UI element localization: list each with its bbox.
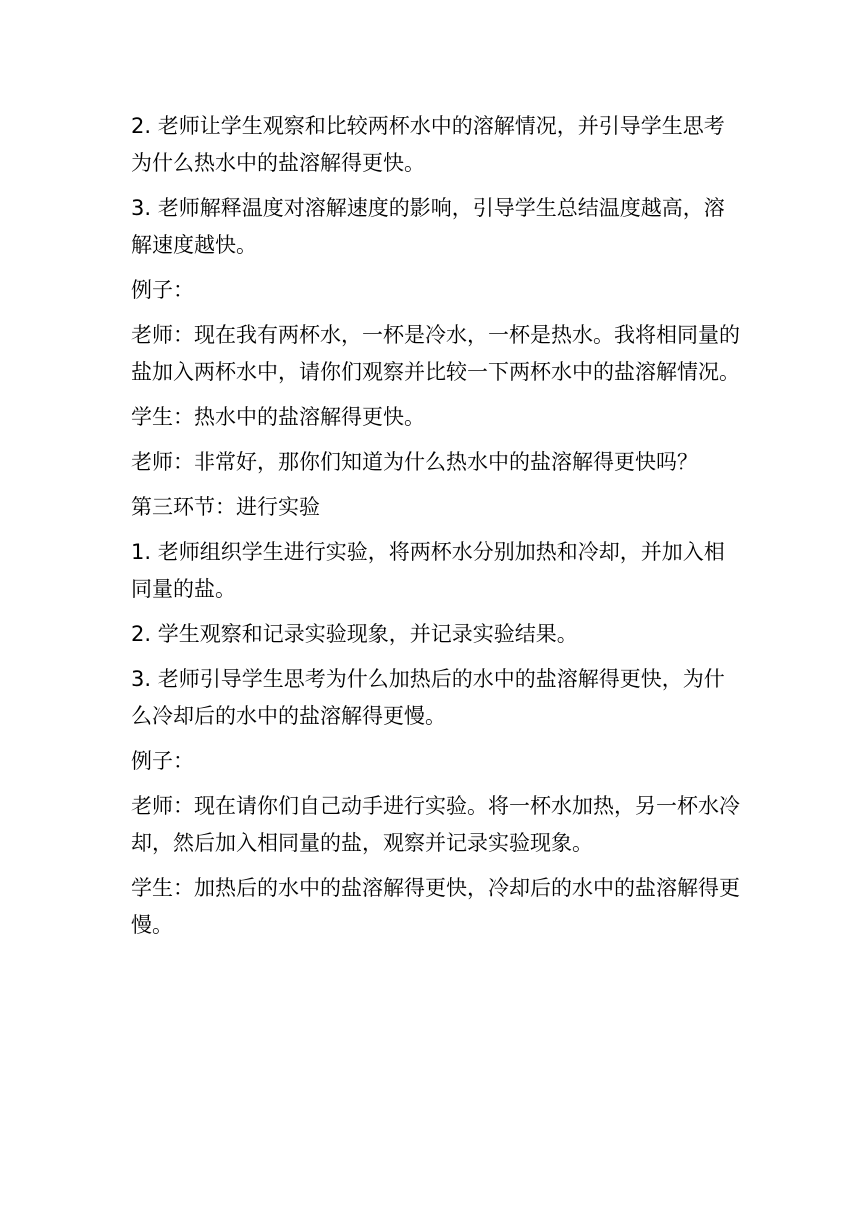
step-2-paragraph: 2. 老师让学生观察和比较两杯水中的溶解情况，并引导学生思考为什么热水中的盐溶解得更快。	[131, 114, 725, 175]
section-heading: 第三环节：进行实验	[131, 495, 320, 519]
step-3-paragraph: 3. 老师解释温度对溶解速度的影响，引导学生总结温度越高，溶解速度越快。	[131, 196, 725, 257]
teacher-dialogue: 老师：现在请你们自己动手进行实验。将一杯水加热，另一杯水冷却，然后加入相同量的盐，观察并记录实验现象。	[131, 794, 740, 855]
student-dialogue: 学生：热水中的盐溶解得更快。	[131, 405, 425, 429]
example-heading: 例子：	[131, 278, 194, 302]
step-3-paragraph: 3. 老师引导学生思考为什么加热后的水中的盐溶解得更快，为什么冷却后的水中的盐溶解得更慢。	[131, 667, 725, 728]
step-1-paragraph: 1. 老师组织学生进行实验，将两杯水分别加热和冷却，并加入相同量的盐。	[131, 540, 725, 601]
example-heading: 例子：	[131, 749, 194, 773]
teacher-dialogue: 老师：现在我有两杯水，一杯是冷水，一杯是热水。我将相同量的盐加入两杯水中，请你们观察并比较一下两杯水中的盐溶解情况。	[131, 323, 740, 384]
teacher-dialogue: 老师：非常好，那你们知道为什么热水中的盐溶解得更快吗？	[131, 450, 698, 474]
step-2-paragraph: 2. 学生观察和记录实验现象，并记录实验结果。	[131, 622, 578, 646]
student-dialogue: 学生：加热后的水中的盐溶解得更快，冷却后的水中的盐溶解得更慢。	[131, 876, 740, 937]
document-body	[131, 108, 741, 952]
